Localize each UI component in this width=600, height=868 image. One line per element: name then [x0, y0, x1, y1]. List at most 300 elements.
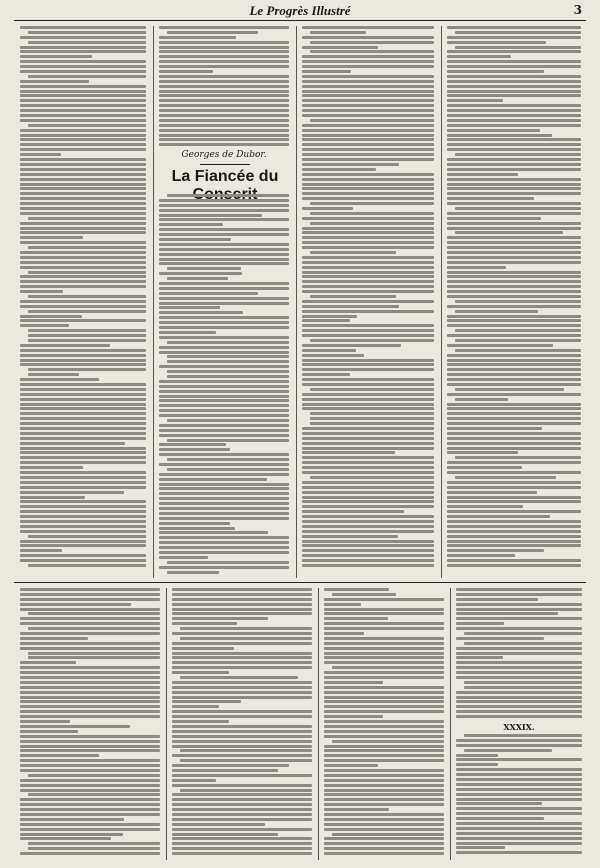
- text-line: [302, 398, 434, 401]
- text-line: [159, 346, 289, 349]
- text-line: [456, 710, 582, 713]
- text-line: [324, 647, 444, 650]
- text-line: [324, 637, 444, 640]
- text-line: [159, 134, 289, 137]
- text-line: [310, 222, 434, 225]
- text-line: [456, 802, 542, 805]
- text-line: [447, 187, 581, 190]
- text-line: [447, 124, 581, 127]
- text-line: [447, 500, 581, 503]
- text-line: [159, 429, 289, 432]
- text-line: [159, 282, 289, 285]
- text-line: [20, 828, 160, 831]
- text-line: [447, 491, 537, 494]
- text-line: [20, 241, 146, 244]
- text-line: [324, 774, 444, 777]
- text-line: [302, 129, 434, 132]
- text-line: [20, 173, 146, 176]
- newspaper-title: Le Progrès Illustré: [249, 3, 351, 18]
- text-line: [302, 124, 434, 127]
- text-line: [455, 388, 564, 391]
- text-line: [159, 306, 220, 309]
- text-line: [324, 691, 444, 694]
- text-line: [20, 749, 160, 752]
- text-line: [159, 487, 289, 490]
- text-line: [324, 735, 444, 738]
- text-line: [302, 148, 434, 151]
- text-line: [447, 129, 540, 132]
- text-line: [20, 510, 146, 513]
- text-line: [20, 818, 124, 821]
- text-line: [20, 632, 160, 635]
- text-line: [302, 80, 434, 83]
- text-line: [302, 324, 434, 327]
- text-line: [20, 99, 146, 102]
- text-line: [20, 383, 146, 386]
- text-line: [447, 285, 581, 288]
- text-line: [20, 808, 160, 811]
- text-line: [159, 424, 289, 427]
- text-line: [159, 80, 289, 83]
- text-line: [20, 197, 146, 200]
- text-line: [324, 642, 444, 645]
- text-line: [447, 134, 552, 137]
- text-line: [302, 217, 434, 220]
- text-line: [456, 807, 582, 810]
- text-line: [447, 70, 544, 73]
- text-line: [324, 789, 444, 792]
- text-line: [456, 763, 498, 766]
- text-line: [324, 622, 444, 625]
- text-line: [302, 75, 434, 78]
- text-line: [159, 262, 289, 265]
- text-line: [324, 823, 444, 826]
- text-line: [324, 842, 444, 845]
- text-line: [447, 549, 544, 552]
- text-line: [28, 329, 146, 332]
- text-line: [447, 486, 581, 489]
- text-line: [159, 124, 289, 127]
- text-line: [456, 603, 582, 606]
- column-3-upper: [302, 26, 434, 569]
- text-line: [172, 769, 278, 772]
- text-line: [302, 496, 434, 499]
- text-line: [302, 505, 434, 508]
- text-line: [447, 540, 581, 543]
- text-line: [310, 339, 434, 342]
- text-line: [159, 385, 289, 388]
- text-line: [159, 365, 289, 368]
- text-line: [20, 710, 160, 713]
- text-line: [324, 837, 444, 840]
- text-line: [20, 280, 146, 283]
- text-line: [20, 143, 146, 146]
- text-line: [324, 652, 444, 655]
- column-divider: [166, 588, 167, 860]
- text-line: [20, 94, 146, 97]
- text-line: [172, 686, 312, 689]
- text-line: [159, 60, 289, 63]
- text-line: [20, 476, 146, 479]
- text-line: [310, 212, 434, 215]
- text-line: [172, 842, 312, 845]
- text-line: [302, 236, 434, 239]
- text-line: [159, 129, 289, 132]
- text-line: [20, 437, 146, 440]
- text-line: [172, 779, 216, 782]
- text-line: [302, 432, 434, 435]
- text-line: [302, 510, 404, 513]
- text-line: [172, 813, 312, 816]
- text-line: [20, 442, 125, 445]
- text-line: [324, 627, 444, 630]
- text-line: [159, 253, 289, 256]
- text-line: [159, 292, 258, 295]
- text-line: [447, 178, 581, 181]
- text-line: [456, 842, 582, 845]
- text-line: [447, 354, 581, 357]
- text-line: [310, 422, 434, 425]
- text-line: [20, 349, 146, 352]
- text-line: [20, 496, 85, 499]
- text-line: [302, 300, 434, 303]
- text-line: [302, 65, 434, 68]
- text-line: [447, 143, 581, 146]
- text-line: [159, 26, 289, 29]
- text-line: [302, 227, 434, 230]
- text-line: [172, 833, 278, 836]
- text-line: [447, 60, 581, 63]
- text-line: [324, 793, 444, 796]
- text-line: [28, 842, 160, 845]
- text-line: [159, 65, 289, 68]
- text-line: [302, 525, 434, 528]
- text-line: [302, 231, 434, 234]
- text-line: [159, 478, 267, 481]
- text-line: [456, 817, 544, 820]
- text-line: [28, 627, 160, 630]
- text-line: [447, 266, 506, 269]
- text-line: [302, 70, 351, 73]
- text-line: [447, 383, 581, 386]
- text-line: [464, 632, 582, 635]
- text-line: [456, 788, 582, 791]
- text-line: [20, 290, 63, 293]
- text-line: [20, 80, 89, 83]
- text-line: [20, 407, 146, 410]
- text-line: [20, 354, 146, 357]
- text-line: [20, 549, 62, 552]
- text-line: [302, 554, 434, 557]
- text-line: [20, 661, 76, 664]
- text-line: [167, 355, 289, 358]
- text-line: [447, 197, 534, 200]
- text-line: [20, 461, 146, 464]
- text-line: [167, 267, 241, 270]
- text-line: [456, 822, 582, 825]
- text-line: [456, 696, 582, 699]
- text-line: [324, 617, 388, 620]
- text-line: [20, 735, 160, 738]
- text-line: [28, 271, 146, 274]
- text-line: [455, 153, 581, 156]
- text-line: [20, 398, 146, 401]
- text-line: [20, 90, 146, 93]
- text-line: [20, 183, 146, 186]
- text-line: [159, 492, 289, 495]
- text-line: [302, 344, 401, 347]
- text-line: [20, 114, 146, 117]
- text-line: [172, 617, 268, 620]
- text-line: [20, 588, 160, 591]
- text-line: [159, 50, 289, 53]
- text-line: [20, 393, 146, 396]
- text-line: [159, 546, 289, 549]
- text-line: [167, 468, 289, 471]
- text-line: [20, 593, 160, 596]
- text-line: [447, 183, 581, 186]
- text-line: [310, 202, 434, 205]
- text-line: [167, 277, 228, 280]
- text-line: [20, 530, 146, 533]
- text-line: [172, 828, 312, 831]
- text-line: [302, 354, 364, 357]
- text-line: [302, 280, 434, 283]
- text-line: [159, 316, 289, 319]
- text-line: [302, 544, 434, 547]
- text-line: [20, 359, 146, 362]
- text-line: [159, 390, 289, 393]
- text-line: [447, 50, 581, 53]
- text-line: [310, 119, 434, 122]
- text-line: [180, 676, 298, 679]
- text-line: [180, 627, 312, 630]
- text-line: [456, 705, 582, 708]
- text-line: [159, 302, 289, 305]
- text-line: [159, 55, 289, 58]
- text-line: [464, 749, 552, 752]
- column-divider: [153, 26, 154, 578]
- text-line: [456, 627, 582, 630]
- text-line: [447, 163, 581, 166]
- text-line: [456, 846, 505, 849]
- text-line: [20, 617, 160, 620]
- text-line: [172, 632, 312, 635]
- text-line: [447, 471, 581, 474]
- text-line: [456, 744, 582, 747]
- text-line: [447, 554, 515, 557]
- text-line: [20, 447, 146, 450]
- column-2-upper: [159, 26, 289, 148]
- text-line: [447, 290, 581, 293]
- text-line: [172, 661, 312, 664]
- text-line: [172, 691, 312, 694]
- text-line: [159, 75, 289, 78]
- text-line: [159, 94, 289, 97]
- text-line: [159, 522, 230, 525]
- page-header: [14, 3, 586, 19]
- text-line: [447, 344, 553, 347]
- text-line: [28, 124, 146, 127]
- text-line: [447, 138, 581, 141]
- text-line: [20, 813, 160, 816]
- text-line: [324, 847, 444, 850]
- text-line: [302, 491, 434, 494]
- text-line: [447, 466, 522, 469]
- text-line: [310, 388, 434, 391]
- text-line: [302, 427, 434, 430]
- text-line: [464, 686, 582, 689]
- text-line: [159, 70, 213, 73]
- text-line: [456, 793, 582, 796]
- text-line: [302, 241, 434, 244]
- column-1-upper: [20, 26, 146, 569]
- text-line: [172, 705, 219, 708]
- text-line: [447, 319, 581, 322]
- text-line: [20, 46, 146, 49]
- text-line: [456, 798, 582, 801]
- text-line: [456, 691, 582, 694]
- text-line: [172, 730, 312, 733]
- text-line: [20, 36, 146, 39]
- text-line: [456, 656, 503, 659]
- text-line: [447, 407, 581, 410]
- column-divider: [450, 588, 451, 860]
- text-line: [28, 295, 146, 298]
- column-divider: [296, 26, 297, 578]
- text-line: [302, 363, 434, 366]
- text-line: [20, 471, 146, 474]
- text-line: [172, 764, 289, 767]
- text-line: [20, 129, 146, 132]
- text-line: [302, 329, 434, 332]
- text-line: [159, 114, 289, 117]
- text-line: [447, 261, 581, 264]
- text-line: [302, 471, 434, 474]
- text-line: [447, 251, 581, 254]
- text-line: [324, 852, 444, 855]
- text-line: [456, 671, 582, 674]
- text-line: [159, 483, 289, 486]
- text-line: [172, 720, 229, 723]
- text-line: [302, 393, 434, 396]
- text-line: [20, 525, 146, 528]
- text-line: [159, 218, 289, 221]
- text-line: [180, 759, 312, 762]
- text-line: [302, 55, 434, 58]
- text-line: [447, 202, 581, 205]
- text-line: [455, 398, 508, 401]
- text-line: [302, 187, 434, 190]
- text-line: [464, 642, 582, 645]
- text-line: [302, 183, 434, 186]
- text-line: [447, 432, 581, 435]
- text-line: [20, 779, 160, 782]
- story-title: La Fiancée du: [171, 168, 279, 185]
- text-line: [28, 847, 160, 850]
- text-line: [172, 656, 312, 659]
- text-line: [324, 676, 444, 679]
- text-line: [332, 666, 444, 669]
- text-line: [447, 437, 581, 440]
- text-line: [324, 710, 444, 713]
- text-line: [28, 310, 146, 313]
- text-line: [302, 447, 434, 450]
- text-line: [20, 109, 146, 112]
- text-line: [20, 603, 131, 606]
- chapter-number: XXXIX.: [503, 722, 535, 732]
- text-line: [302, 158, 434, 161]
- text-line: [447, 236, 581, 239]
- text-line: [310, 31, 366, 34]
- text-line: [310, 476, 434, 479]
- text-line: [159, 287, 289, 290]
- text-line: [20, 324, 69, 327]
- text-line: [302, 310, 434, 313]
- text-line: [167, 194, 289, 197]
- text-line: [302, 319, 350, 322]
- text-line: [20, 486, 146, 489]
- text-line: [159, 272, 242, 275]
- text-line: [172, 612, 312, 615]
- text-line: [20, 681, 160, 684]
- text-line: [447, 280, 581, 283]
- text-line: [447, 168, 581, 171]
- text-line: [456, 851, 582, 854]
- text-line: [167, 439, 289, 442]
- text-line: [159, 409, 289, 412]
- text-line: [172, 803, 312, 806]
- text-line: [447, 94, 581, 97]
- text-line: [20, 319, 146, 322]
- text-line: [172, 847, 312, 850]
- text-line: [172, 647, 234, 650]
- text-line: [310, 295, 396, 298]
- text-line: [455, 31, 581, 34]
- text-line: [159, 531, 268, 534]
- text-line: [20, 344, 110, 347]
- text-line: [324, 803, 444, 806]
- text-line: [20, 227, 146, 230]
- text-line: [447, 422, 581, 425]
- text-line: [167, 375, 289, 378]
- text-line: [302, 138, 434, 141]
- text-line: [20, 666, 160, 669]
- text-line: [20, 202, 146, 205]
- text-line: [456, 773, 582, 776]
- text-line: [447, 505, 523, 508]
- text-line: [302, 466, 434, 469]
- text-line: [20, 266, 146, 269]
- text-line: [20, 134, 146, 137]
- text-line: [310, 50, 434, 53]
- text-line: [20, 764, 160, 767]
- text-line: [172, 642, 312, 645]
- text-line: [159, 46, 289, 49]
- text-line: [324, 671, 444, 674]
- text-line: [20, 730, 78, 733]
- text-line: [159, 380, 289, 383]
- text-line: [20, 700, 160, 703]
- text-line: [302, 515, 434, 518]
- text-line: [172, 593, 312, 596]
- text-line: [447, 442, 581, 445]
- text-line: [324, 686, 444, 689]
- text-line: [172, 818, 312, 821]
- text-line: [20, 676, 160, 679]
- text-line: [456, 832, 582, 835]
- text-line: [172, 622, 237, 625]
